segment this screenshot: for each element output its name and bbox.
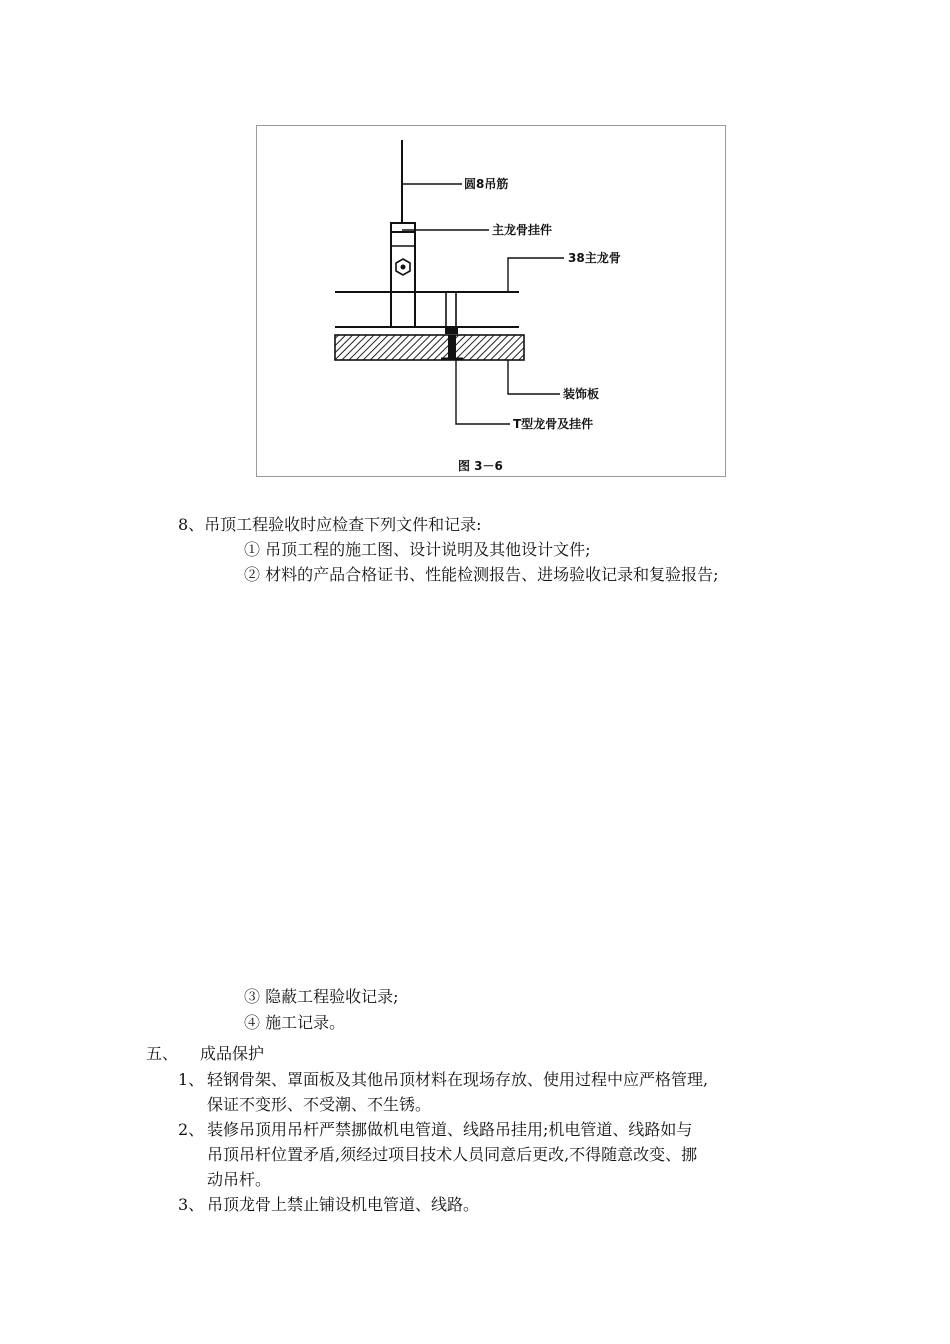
protection-item-3-num: 3、 bbox=[178, 1195, 205, 1214]
acceptance-sub-4: ④ 施工记录。 bbox=[244, 1013, 346, 1032]
protection-item-1-line-1: 轻钢骨架、罩面板及其他吊顶材料在现场存放、使用过程中应严格管理, bbox=[207, 1070, 709, 1089]
protection-item-2-line-2: 吊顶吊杆位置矛盾,须经过项目技术人员同意后更改,不得随意改变、挪 bbox=[207, 1145, 698, 1164]
label-hanger-bar: 圆8吊筋 bbox=[464, 177, 509, 191]
protection-item-1-line-2: 保证不变形、不受潮、不生锈。 bbox=[207, 1095, 432, 1114]
ceiling-detail-figure bbox=[256, 125, 726, 477]
protection-item-1-num: 1、 bbox=[178, 1070, 205, 1089]
acceptance-sub-3: ③ 隐蔽工程验收记录; bbox=[244, 987, 399, 1006]
protection-item-2-num: 2、 bbox=[178, 1120, 205, 1139]
label-t-keel: T型龙骨及挂件 bbox=[513, 417, 594, 431]
label-decorative-board: 装饰板 bbox=[563, 387, 600, 401]
label-main-keel-hanger: 主龙骨挂件 bbox=[492, 223, 553, 237]
acceptance-sub-2: ② 材料的产品合格证书、性能检测报告、进场验收记录和复验报告; bbox=[244, 565, 719, 584]
label-main-keel: 38主龙骨 bbox=[568, 251, 621, 265]
acceptance-item-8: 8、吊顶工程验收时应检查下列文件和记录: bbox=[178, 515, 482, 534]
t-keel bbox=[448, 335, 456, 359]
figure-caption: 图 3－6 bbox=[458, 459, 503, 473]
section-title: 成品保护 bbox=[200, 1044, 265, 1063]
protection-item-2-line-3: 动吊杆。 bbox=[207, 1170, 272, 1189]
decorative-board bbox=[335, 335, 524, 360]
section-number: 五、 bbox=[146, 1044, 179, 1063]
t-keel-connector bbox=[445, 326, 458, 334]
protection-item-2-line-1: 装修吊顶用吊杆严禁挪做机电管道、线路吊挂用;机电管道、线路如与 bbox=[207, 1120, 693, 1139]
acceptance-sub-1: ① 吊顶工程的施工图、设计说明及其他设计文件; bbox=[244, 540, 591, 559]
protection-item-3-line-1: 吊顶龙骨上禁止铺设机电管道、线路。 bbox=[207, 1195, 480, 1214]
